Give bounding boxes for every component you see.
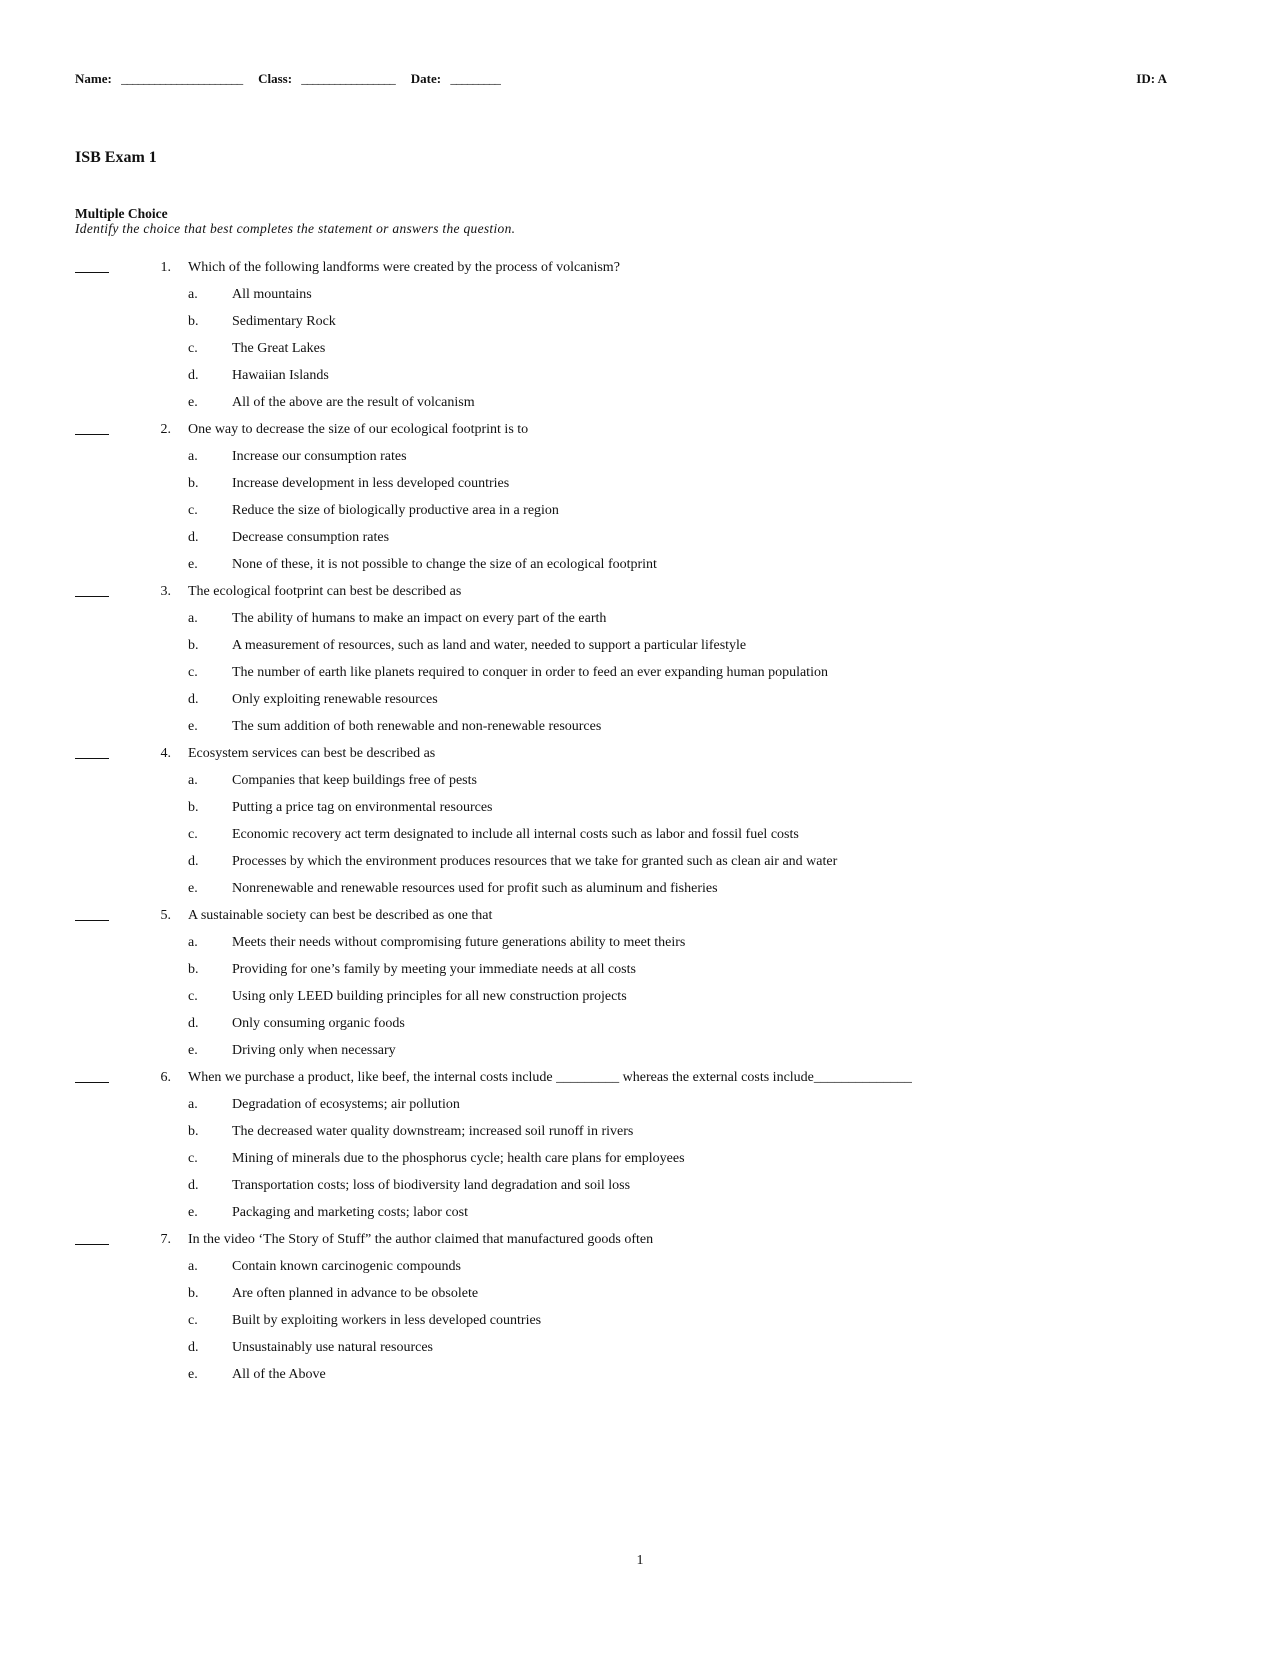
answer-option <box>75 389 1195 416</box>
answer-option <box>75 362 1195 389</box>
option-text: Driving only when necessary <box>232 1043 396 1058</box>
option-text: Sedimentary Rock <box>232 314 336 329</box>
option-text: The Great Lakes <box>232 341 326 356</box>
option-letter: c. <box>188 503 198 518</box>
option-text: Degradation of ecosystems; air pollution <box>232 1097 460 1112</box>
question-number: 1. <box>160 260 171 275</box>
answer-option <box>75 1091 1195 1118</box>
option-text: Decrease consumption rates <box>232 530 390 545</box>
question-text: The ecological footprint can best be described as <box>188 584 462 599</box>
question-text: In the video ‘The Story of Stuff” the author claimed that manufactured goods often <box>188 1232 654 1247</box>
answer-option <box>75 1253 1195 1280</box>
option-letter: e. <box>188 1043 198 1058</box>
option-text: Processes by which the environment produces resources that we take for granted such as clean air and water <box>232 854 838 869</box>
option-text: Reduce the size of biologically productive area in a region <box>232 503 559 518</box>
answer-blank[interactable] <box>75 578 109 597</box>
answer-option <box>75 497 1195 524</box>
answer-option <box>75 1172 1195 1199</box>
answer-option <box>75 281 1195 308</box>
option-letter: b. <box>188 1286 199 1301</box>
question-text: Which of the following landforms were created by the process of volcanism? <box>188 260 620 275</box>
option-text: The ability of humans to make an impact on every part of the earth <box>232 611 607 626</box>
option-text: All mountains <box>232 287 312 302</box>
option-letter: a. <box>188 287 198 302</box>
option-letter: e. <box>188 395 198 410</box>
option-text: Putting a price tag on environmental resources <box>232 800 493 815</box>
option-text: A measurement of resources, such as land and water, needed to support a particular lifestyle <box>232 638 747 653</box>
answer-option <box>75 335 1195 362</box>
option-text: None of these, it is not possible to change the size of an ecological footprint <box>232 557 657 572</box>
option-letter: e. <box>188 719 198 734</box>
option-text: Increase our consumption rates <box>232 449 407 464</box>
question-1 <box>75 254 1195 416</box>
option-text: The decreased water quality downstream; increased soil runoff in rivers <box>232 1124 634 1139</box>
answer-option <box>75 1361 1195 1388</box>
answer-option <box>75 308 1195 335</box>
option-letter: e. <box>188 1367 198 1382</box>
answer-option <box>75 470 1195 497</box>
option-letter: d. <box>188 530 199 545</box>
option-text: Companies that keep buildings free of pests <box>232 773 477 788</box>
option-letter: b. <box>188 1124 199 1139</box>
answer-option <box>75 1145 1195 1172</box>
question-text: One way to decrease the size of our ecological footprint is to <box>188 422 529 437</box>
name-label: Name: <box>75 71 112 86</box>
option-text: Contain known carcinogenic compounds <box>232 1259 462 1274</box>
question-text: When we purchase a product, like beef, the internal costs include _________ whereas the external costs include______________ <box>188 1070 912 1085</box>
answer-option <box>75 686 1195 713</box>
answer-option <box>75 1118 1195 1145</box>
option-letter: d. <box>188 368 199 383</box>
answer-option <box>75 551 1195 578</box>
answer-option <box>75 632 1195 659</box>
section-heading: Multiple Choice <box>75 206 168 221</box>
option-letter: a. <box>188 1259 198 1274</box>
option-letter: a. <box>188 611 198 626</box>
answer-option <box>75 956 1195 983</box>
option-letter: d. <box>188 692 199 707</box>
question-number: 2. <box>160 422 171 437</box>
option-letter: b. <box>188 962 199 977</box>
name-blank[interactable]: ______________________ <box>121 71 243 86</box>
answer-option <box>75 983 1195 1010</box>
option-text: Meets their needs without compromising future generations ability to meet theirs <box>232 935 686 950</box>
answer-blank[interactable] <box>75 902 109 921</box>
option-text: Are often planned in advance to be obsolete <box>232 1286 479 1301</box>
answer-blank[interactable] <box>75 1064 109 1083</box>
question-stem <box>75 416 1195 443</box>
answer-option <box>75 713 1195 740</box>
question-6 <box>75 1064 1195 1226</box>
question-stem <box>75 254 1195 281</box>
option-text: Packaging and marketing costs; labor cost <box>232 1205 468 1220</box>
option-letter: b. <box>188 800 199 815</box>
option-letter: d. <box>188 1178 199 1193</box>
option-text: The number of earth like planets required to conquer in order to feed an ever expanding human population <box>232 665 828 680</box>
exam-id: ID: A <box>1136 71 1167 86</box>
question-4 <box>75 740 1195 902</box>
option-letter: c. <box>188 665 198 680</box>
question-stem <box>75 1064 1195 1091</box>
question-2 <box>75 416 1195 578</box>
answer-option <box>75 848 1195 875</box>
option-letter: a. <box>188 1097 198 1112</box>
option-text: All of the above are the result of volcanism <box>232 395 475 410</box>
answer-option <box>75 1037 1195 1064</box>
question-number: 3. <box>160 584 171 599</box>
question-3 <box>75 578 1195 740</box>
answer-option <box>75 443 1195 470</box>
question-number: 6. <box>160 1070 171 1085</box>
question-stem <box>75 1226 1195 1253</box>
option-text: Built by exploiting workers in less developed countries <box>232 1313 542 1328</box>
answer-option <box>75 659 1195 686</box>
option-text: Economic recovery act term designated to include all internal costs such as labor and fossil fuel costs <box>232 827 799 842</box>
option-letter: a. <box>188 935 198 950</box>
option-letter: a. <box>188 449 198 464</box>
question-stem <box>75 578 1195 605</box>
section-instructions: Identify the choice that best completes the statement or answers the question. <box>75 221 516 236</box>
page-number: 1 <box>636 1553 644 1568</box>
date-blank[interactable]: _________ <box>450 71 500 86</box>
answer-option <box>75 524 1195 551</box>
answer-blank[interactable] <box>75 416 109 435</box>
option-text: Unsustainably use natural resources <box>232 1340 433 1355</box>
question-number: 5. <box>160 908 171 923</box>
class-label: Class: <box>258 71 293 86</box>
option-text: Nonrenewable and renewable resources used for profit such as aluminum and fisheries <box>232 881 718 896</box>
question-list <box>75 254 1195 1388</box>
option-letter: c. <box>188 989 198 1004</box>
question-stem <box>75 902 1195 929</box>
option-letter: a. <box>188 773 198 788</box>
option-letter: d. <box>188 854 199 869</box>
question-number: 4. <box>160 746 171 761</box>
question-text: A sustainable society can best be described as one that <box>188 908 493 923</box>
question-text: Ecosystem services can best be described as <box>188 746 436 761</box>
option-letter: b. <box>188 314 199 329</box>
option-text: Transportation costs; loss of biodiversity land degradation and soil loss <box>232 1178 631 1193</box>
answer-option <box>75 767 1195 794</box>
option-letter: d. <box>188 1340 199 1355</box>
option-text: Using only LEED building principles for all new construction projects <box>232 989 627 1004</box>
option-letter: e. <box>188 881 198 896</box>
exam-header <box>75 71 1167 87</box>
option-text: All of the Above <box>232 1367 326 1382</box>
option-letter: e. <box>188 1205 198 1220</box>
answer-option <box>75 794 1195 821</box>
option-text: Increase development in less developed countries <box>232 476 510 491</box>
option-letter: d. <box>188 1016 199 1031</box>
option-letter: b. <box>188 638 199 653</box>
option-letter: c. <box>188 1151 198 1166</box>
option-letter: b. <box>188 476 199 491</box>
date-field[interactable] <box>411 71 500 87</box>
answer-blank[interactable] <box>75 254 109 273</box>
class-field[interactable] <box>258 71 395 87</box>
option-text: Mining of minerals due to the phosphorus cycle; health care plans for employees <box>232 1151 685 1166</box>
option-text: Hawaiian Islands <box>232 368 329 383</box>
option-text: Only consuming organic foods <box>232 1016 405 1031</box>
answer-option <box>75 1280 1195 1307</box>
answer-blank[interactable] <box>75 740 109 759</box>
answer-option <box>75 1307 1195 1334</box>
option-letter: e. <box>188 557 198 572</box>
answer-option <box>75 1199 1195 1226</box>
question-7 <box>75 1226 1195 1388</box>
question-number: 7. <box>160 1232 171 1247</box>
question-stem <box>75 740 1195 767</box>
answer-option <box>75 875 1195 902</box>
exam-title: ISB Exam 1 <box>75 149 157 166</box>
option-text: Only exploiting renewable resources <box>232 692 438 707</box>
date-label: Date: <box>410 71 442 86</box>
answer-option <box>75 929 1195 956</box>
name-field[interactable] <box>75 71 242 87</box>
question-5 <box>75 902 1195 1064</box>
answer-blank[interactable] <box>75 1226 109 1245</box>
answer-option <box>75 1010 1195 1037</box>
option-text: The sum addition of both renewable and non-renewable resources <box>232 719 602 734</box>
answer-option <box>75 1334 1195 1361</box>
option-letter: c. <box>188 1313 198 1328</box>
class-blank[interactable]: _________________ <box>301 71 395 86</box>
answer-option <box>75 605 1195 632</box>
option-text: Providing for one’s family by meeting your immediate needs at all costs <box>232 962 636 977</box>
answer-option <box>75 821 1195 848</box>
option-letter: c. <box>188 827 198 842</box>
option-letter: c. <box>188 341 198 356</box>
